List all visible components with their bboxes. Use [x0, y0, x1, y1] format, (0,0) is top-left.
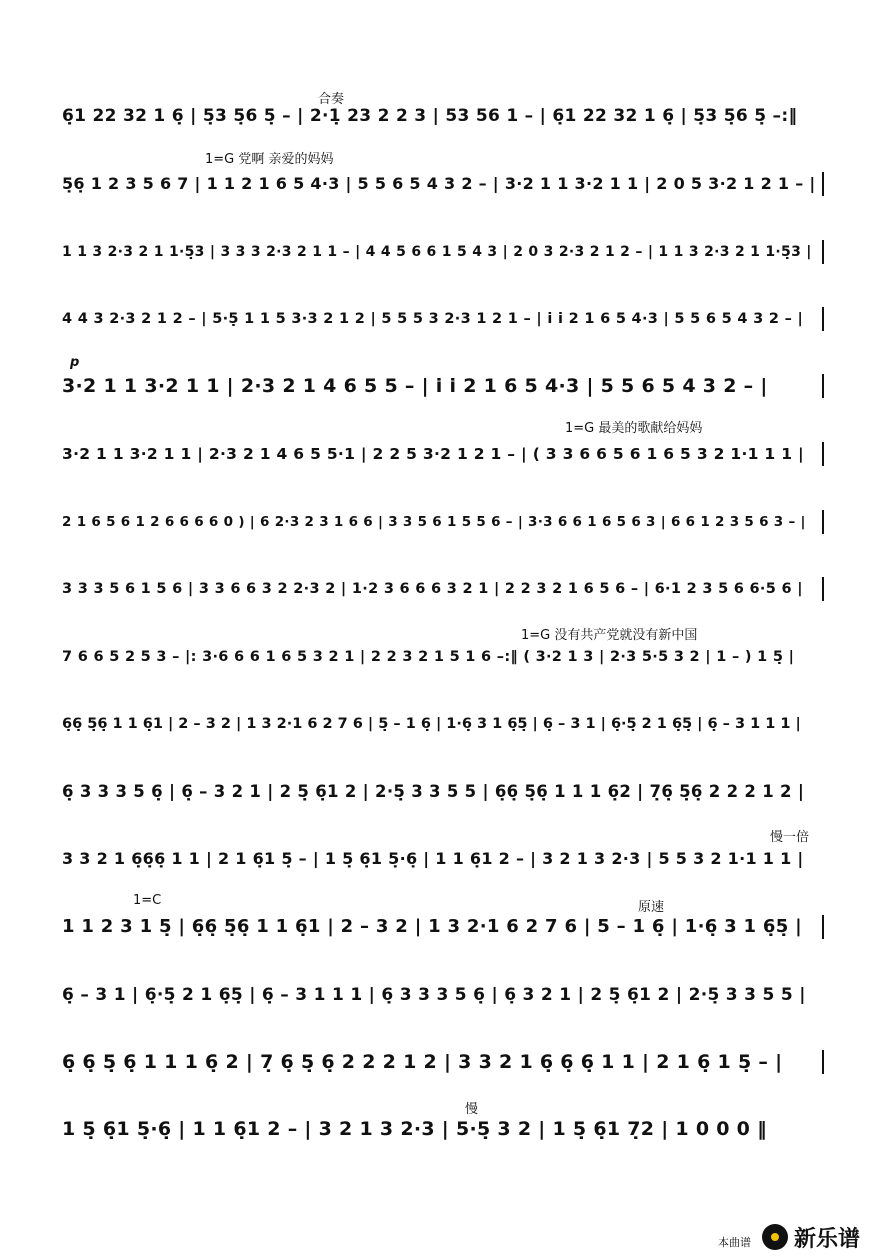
row-notes: 5̣6̣ 1 2 3 5 6 7 | 1 1 2 1 6 5 4·3 | 5 5 6 5 4 3 2 – | 3·2 1 1 3·2 1 1 | 2 0 5 3·2 1 2 1 – | [62, 174, 816, 193]
row-notes: 6̣1 22 32 1 6̣ | 5̣3 5̣6 5̣ – | 2·1̣ 23 2 2 3 | 53 56 1 – | 6̣1 22 32 1 6̣ | 5̣3 5̣6 5̣ –:‖ [62, 106, 798, 126]
row-notes: 1 1 3 2·3 2 1 1·5̣3 | 3 3 3 2·3 2 1 1 – | 4 4 5 6 6 1 5 4 3 | 2 0 3 2·3 2 1 2 – | 1 1 3 2·3 2 1 1·5̣3 | [62, 244, 812, 260]
bar-line [822, 374, 824, 398]
score-row [62, 915, 822, 955]
score-row [62, 712, 822, 752]
bar-line [822, 172, 824, 196]
row-notes: 1 5̣ 6̣1 5̣·6̣ | 1 1 6̣1 2 – | 3 2 1 3 2·3 | 5·5̣ 3 2 | 1 5̣ 6̣1 7̣2 | 1 0 0 0 ‖ [62, 1118, 767, 1140]
bar-line [822, 442, 824, 466]
score-row [62, 442, 822, 482]
row-notes: 4 4 3 2·3 2 1 2 – | 5·5̣ 1 1 5 3·3 2 1 2 | 5 5 5 3 2·3 1 2 1 – | i i 2 1 6 5 4·3 | 5 5 6 5 4 3 2 – | [62, 311, 804, 327]
row-notes: 6̣6̣ 5̣6̣ 1 1 6̣1 | 2 – 3 2 | 1 3 2·1 6 2 7 6 | 5̣ – 1 6̣ | 1·6̣ 3 1 6̣5̣ | 6̣ – 3 1 | 6̣·5̣ 2 1 6̣5̣ | 6̣ – 3 1 1 1 | [62, 716, 801, 732]
bar-line [822, 240, 824, 264]
annotation-dynamic-p: p [70, 355, 80, 370]
annotation-slow-double: 慢一倍 [770, 830, 810, 845]
brand-logo[interactable] [762, 1222, 880, 1254]
score-row [62, 780, 822, 820]
score-row [62, 577, 822, 617]
annotation-verse2: 1=G 最美的歌献给妈妈 [565, 421, 703, 436]
score-row [62, 847, 822, 887]
score-row [62, 645, 822, 685]
row-notes: 3 3 3 5 6 1 5 6 | 3 3 6 6 3 2 2·3 2 | 1·2 3 6 6 6 3 2 1 | 2 2 3 2 1 6 5 6 – | 6·1 2 3 5 6 6·5 6 | [62, 581, 803, 597]
annotation-hezou: 合奏 [318, 92, 345, 107]
row-notes: 3·2 1 1 3·2 1 1 | 2·3 2 1 4 6 5 5·1 | 2 2 5 3·2 1 2 1 – | ( 3 3 6 6 5 6 1 6 5 3 2 1·1 1 1 | [62, 445, 804, 463]
row-notes: 3 3 2 1 6̣6̣6̣ 1 1 | 2 1 6̣1 5̣ – | 1 5̣ 6̣1 5̣·6̣ | 1 1 6̣1 2 – | 3 2 1 3 2·3 | 5 5 3 2 1·1 1 1 | [62, 849, 804, 868]
bar-line [822, 1050, 824, 1074]
score-row [62, 1050, 822, 1090]
footer-label: 本曲谱 [718, 1236, 751, 1249]
score-row [62, 1117, 822, 1157]
score-row [62, 510, 822, 550]
row-notes: 1 1 2 3 1 5̣ | 6̣6̣ 5̣6̣ 1 1 6̣1 | 2 – 3 2 | 1 3 2·1 6 2 7 6 | 5 – 1 6̣ | 1·6̣ 3 1 6̣5̣ | [62, 916, 802, 937]
score-row [62, 374, 822, 414]
vinyl-record-icon [762, 1224, 788, 1250]
bar-line [822, 577, 824, 601]
annotation-verse3: 1=G 没有共产党就没有新中国 [521, 628, 698, 643]
row-notes: 6̣ – 3 1 | 6̣·5̣ 2 1 6̣5̣ | 6̣ – 3 1 1 1 | 6̣ 3 3 3 5 6̣ | 6̣ 3 2 1 | 2 5̣ 6̣1 2 | 2·5̣ 3 3 5 5 | [62, 985, 806, 1005]
row-notes: 6̣ 3 3 3 5 6̣ | 6̣ – 3 2 1 | 2 5̣ 6̣1 2 | 2·5̣ 3 3 5 5 | 6̣6̣ 5̣6̣ 1 1 1 6̣2 | 7̣6̣ 5̣6̣ 2 2 2 1 2 | [62, 782, 805, 801]
row-notes: 2 1 6 5 6 1 2 6 6 6 6 0 ) | 6 2·3 2 3 1 6 6 | 3 3 5 6 1 5 5 6 – | 3·3 6 6 1 6 5 6 3 | 6 6 1 2 3 5 6 3 – | [62, 514, 806, 530]
annotation-key-c: 1=C [133, 893, 162, 908]
score-row [62, 983, 822, 1023]
bar-line [822, 915, 824, 939]
bar-line [822, 307, 824, 331]
bar-line [822, 510, 824, 534]
row-notes: 3·2 1 1 3·2 1 1 | 2·3 2 1 4 6 5 5 – | i i 2 1 6 5 4·3 | 5 5 6 5 4 3 2 – | [62, 375, 768, 397]
annotation-original-tempo: 原速 [638, 900, 665, 915]
score-row [62, 104, 822, 144]
annotation-slow: 慢 [465, 1102, 479, 1117]
score-row [62, 240, 822, 280]
brand-name: 新乐谱 [794, 1227, 861, 1252]
row-notes: 6̣ 6̣ 5̣ 6̣ 1 1 1 6̣ 2 | 7̣ 6̣ 5̣ 6̣ 2 2 2 1 2 | 3 3 2 1 6̣ 6̣ 6̣ 1 1 | 2 1 6̣ 1 5̣ – | [62, 1051, 783, 1073]
score-row [62, 172, 822, 212]
score-row [62, 307, 822, 347]
row-notes: 7 6 6 5 2 5 3 – |: 3·6 6 6 1 6 5 3 2 1 | 2 2 3 2 1 5 1 6 –:‖ ( 3·2 1 3 | 2·3 5·5 3 2 | 1 – ) 1 5̣ | [62, 649, 795, 665]
annotation-verse1: 1=G 党啊 亲爱的妈妈 [205, 152, 334, 167]
